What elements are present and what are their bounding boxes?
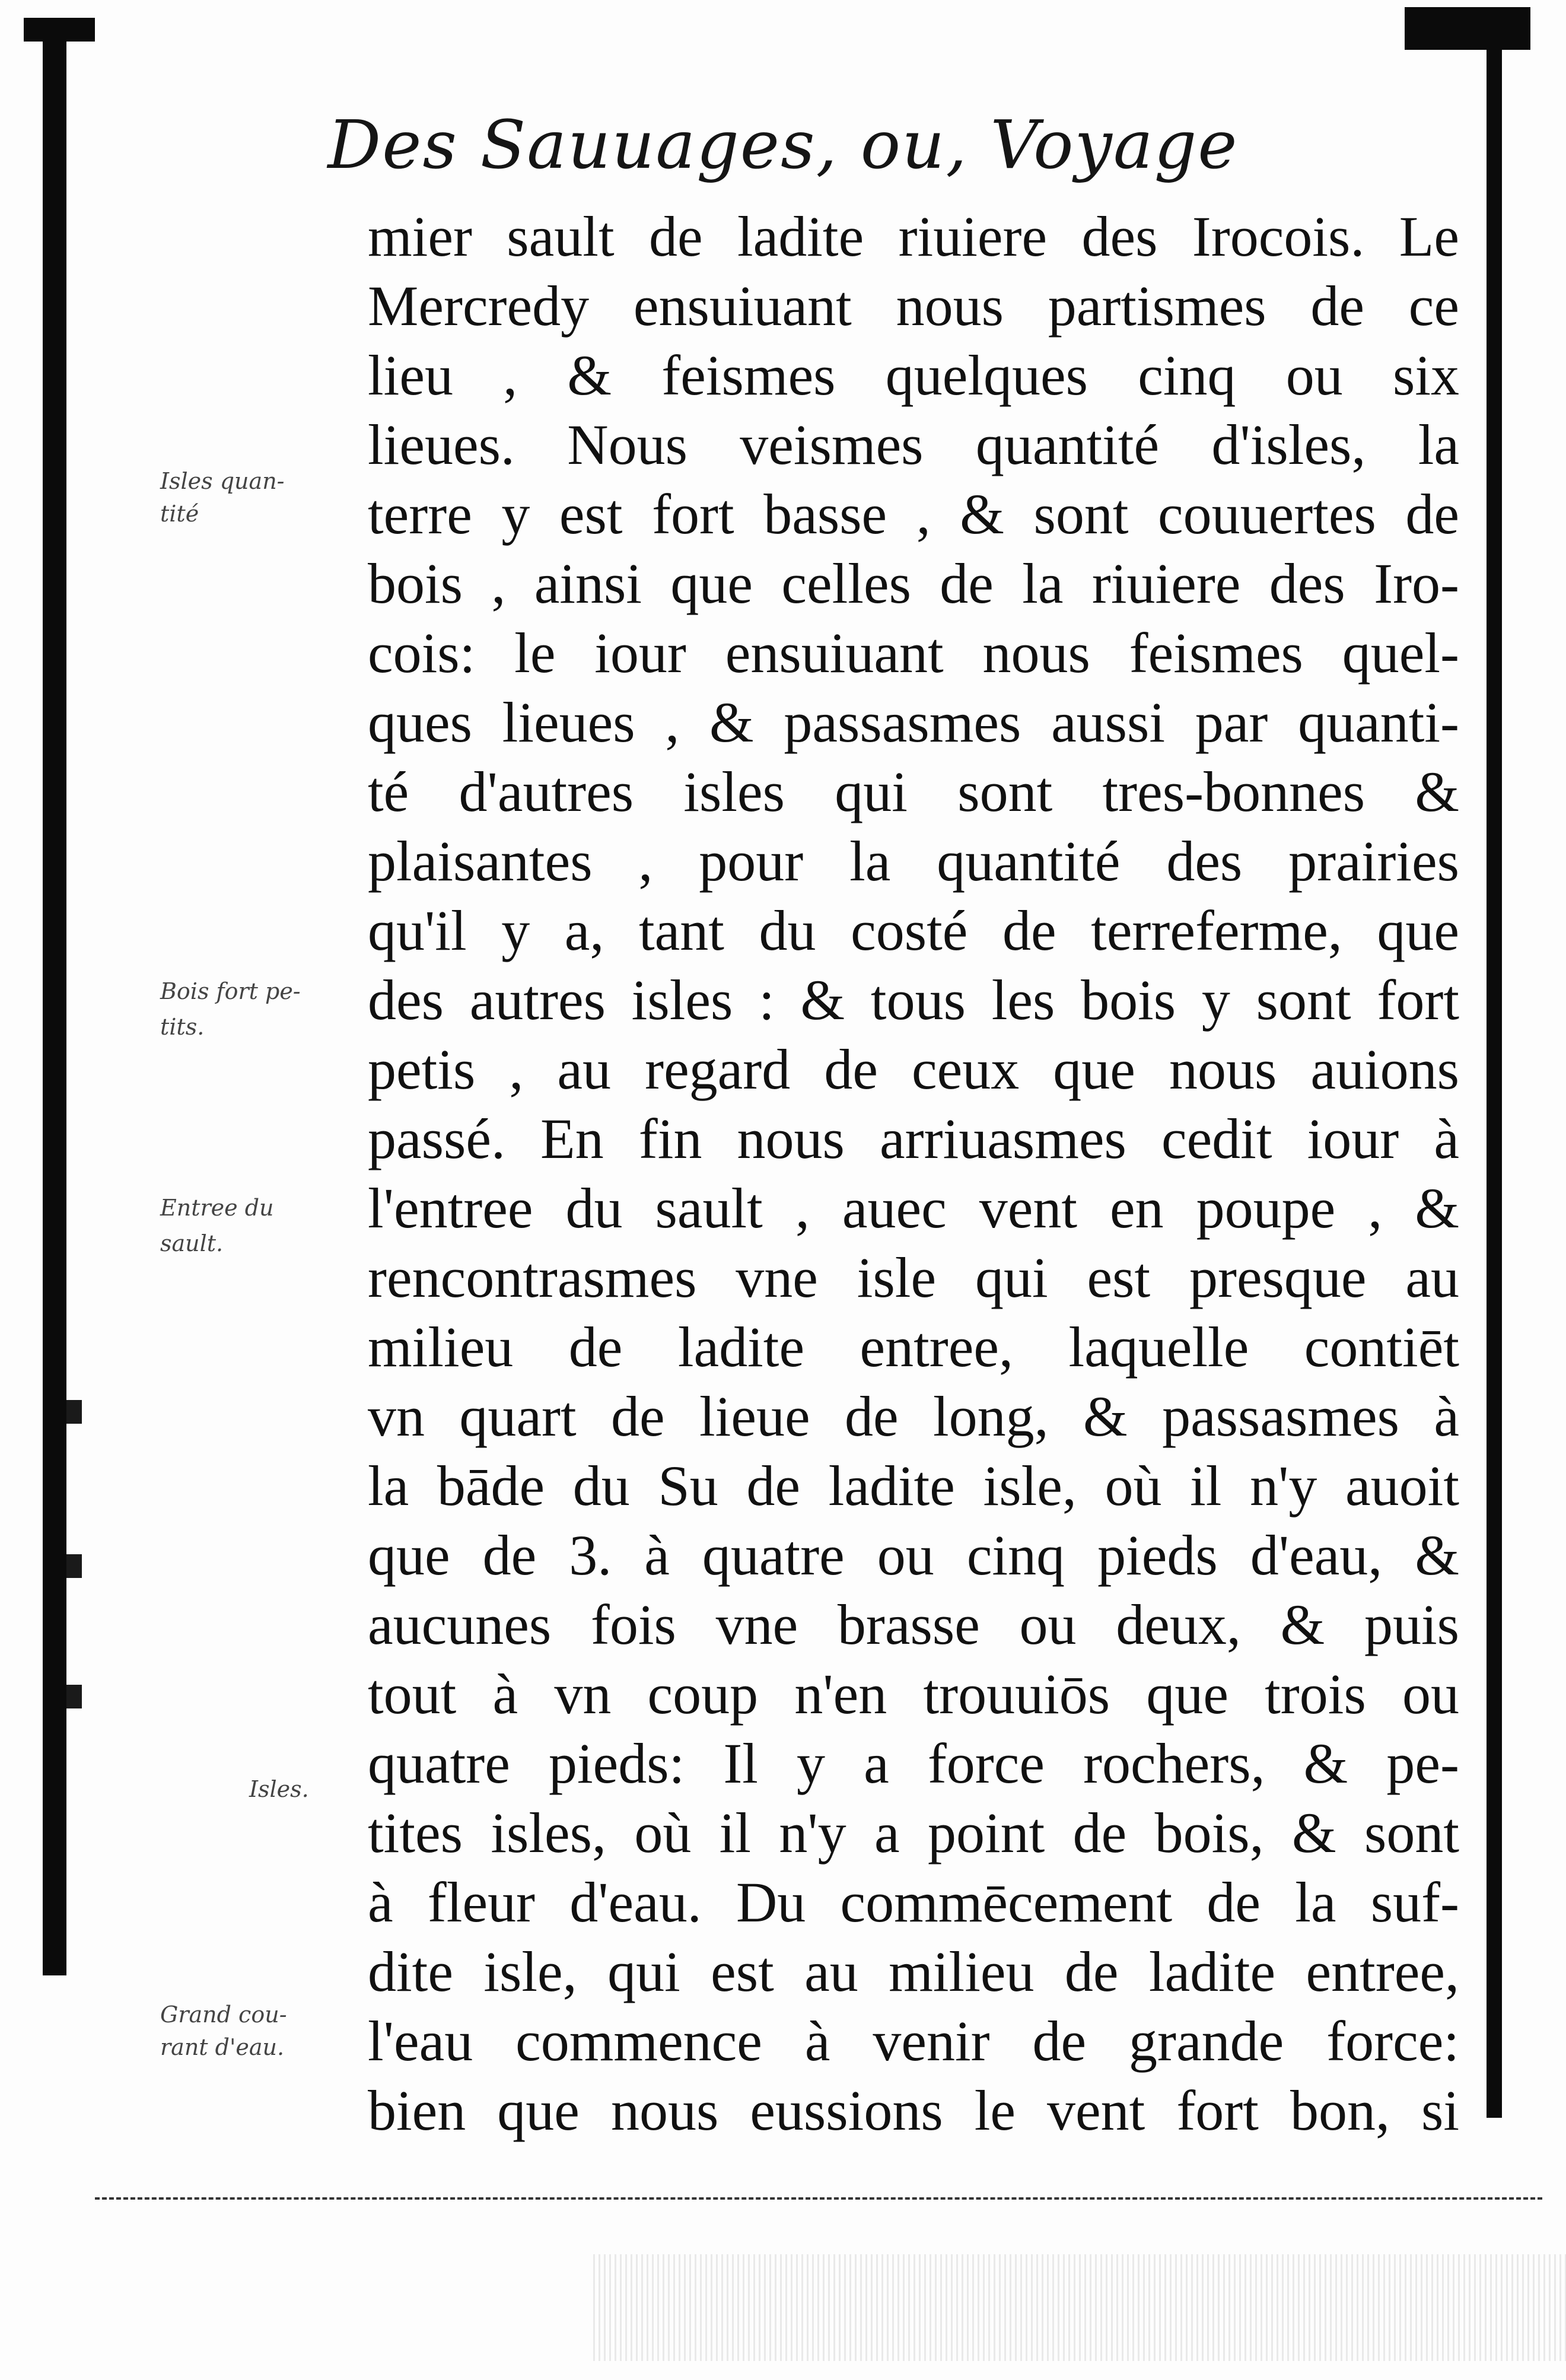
scan-edge-right: [1487, 42, 1502, 2118]
text-line: passé. En fin nous arriuasmes cedit iour à: [368, 1107, 1459, 1170]
text-line: terre y est fort basse , & sont couuertes de: [368, 482, 1459, 546]
scan-mark: [66, 1685, 82, 1708]
bottom-rule: [95, 2197, 1542, 2200]
text-line: l'eau commence à venir de grande force:: [368, 2009, 1459, 2073]
text-line: lieues. Nous veismes quantité d'isles, la: [368, 413, 1459, 476]
margin-note: tité: [160, 501, 199, 527]
text-line: cois: le iour ensuiuant nous feismes quel-: [368, 621, 1459, 685]
text-line: aucunes fois vne brasse ou deux, & puis: [368, 1593, 1459, 1656]
running-head: Des Sauuages, ou, Voyage: [327, 107, 1239, 184]
text-line: la bāde du Su de ladite isle, où il n'y auoit: [368, 1454, 1459, 1517]
scan-edge-left: [43, 24, 66, 1975]
scan-mark: [66, 1400, 82, 1424]
text-line: l'entree du sault , auec vent en poupe , &: [368, 1176, 1459, 1240]
text-line: quatre pieds: Il y a force rochers, & pe-: [368, 1732, 1459, 1795]
text-line: bois , ainsi que celles de la riuiere des Iro-: [368, 552, 1459, 615]
margin-note: Grand cou-: [160, 2002, 287, 2028]
text-line: milieu de ladite entree, laquelle contiēt: [368, 1315, 1459, 1379]
scan-noise: [593, 2254, 1566, 2361]
text-line: plaisantes , pour la quantité des prairies: [368, 829, 1459, 893]
scan-mark: [66, 1554, 82, 1578]
scan-edge-right-cap: [1405, 7, 1530, 50]
margin-note: Bois fort pe-: [160, 978, 301, 1004]
margin-note: Isles quan-: [160, 468, 285, 494]
text-line: té d'autres isles qui sont tres-bonnes &: [368, 760, 1459, 823]
margin-note: tits.: [160, 1014, 205, 1040]
text-line: des autres isles : & tous les bois y sont fort: [368, 968, 1459, 1032]
text-line: qu'il y a, tant du costé de terreferme, que: [368, 899, 1459, 962]
text-line: rencontrasmes vne isle qui est presque au: [368, 1246, 1459, 1309]
text-line: tout à vn coup n'en trouuiōs que trois ou: [368, 1662, 1459, 1726]
text-line: vn quart de lieue de long, & passasmes à: [368, 1385, 1459, 1448]
text-line: Mercredy ensuiuant nous partismes de ce: [368, 274, 1459, 338]
text-line: tites isles, où il n'y a point de bois, & sont: [368, 1801, 1459, 1864]
text-line: à fleur d'eau. Du commēcement de la suf-: [368, 1870, 1459, 1934]
text-line: ques lieues , & passasmes aussi par quanti-: [368, 691, 1459, 754]
text-line: petis , au regard de ceux que nous auions: [368, 1038, 1459, 1101]
margin-note: sault.: [160, 1230, 224, 1256]
text-line: lieu , & feismes quelques cinq ou six: [368, 343, 1459, 407]
margin-note: Isles.: [249, 1776, 309, 1802]
body-text: [368, 202, 1459, 2145]
margin-note: rant d'eau.: [160, 2034, 285, 2060]
text-line: dite isle, qui est au milieu de ladite entree,: [368, 1940, 1459, 2003]
text-line: mier sault de ladite riuiere des Irocois. Le: [368, 205, 1459, 268]
text-line: que de 3. à quatre ou cinq pieds d'eau, &: [368, 1523, 1459, 1587]
text-line: bien que nous eussions le vent fort bon, si: [368, 2079, 1459, 2142]
margin-note: Entree du: [160, 1195, 274, 1221]
